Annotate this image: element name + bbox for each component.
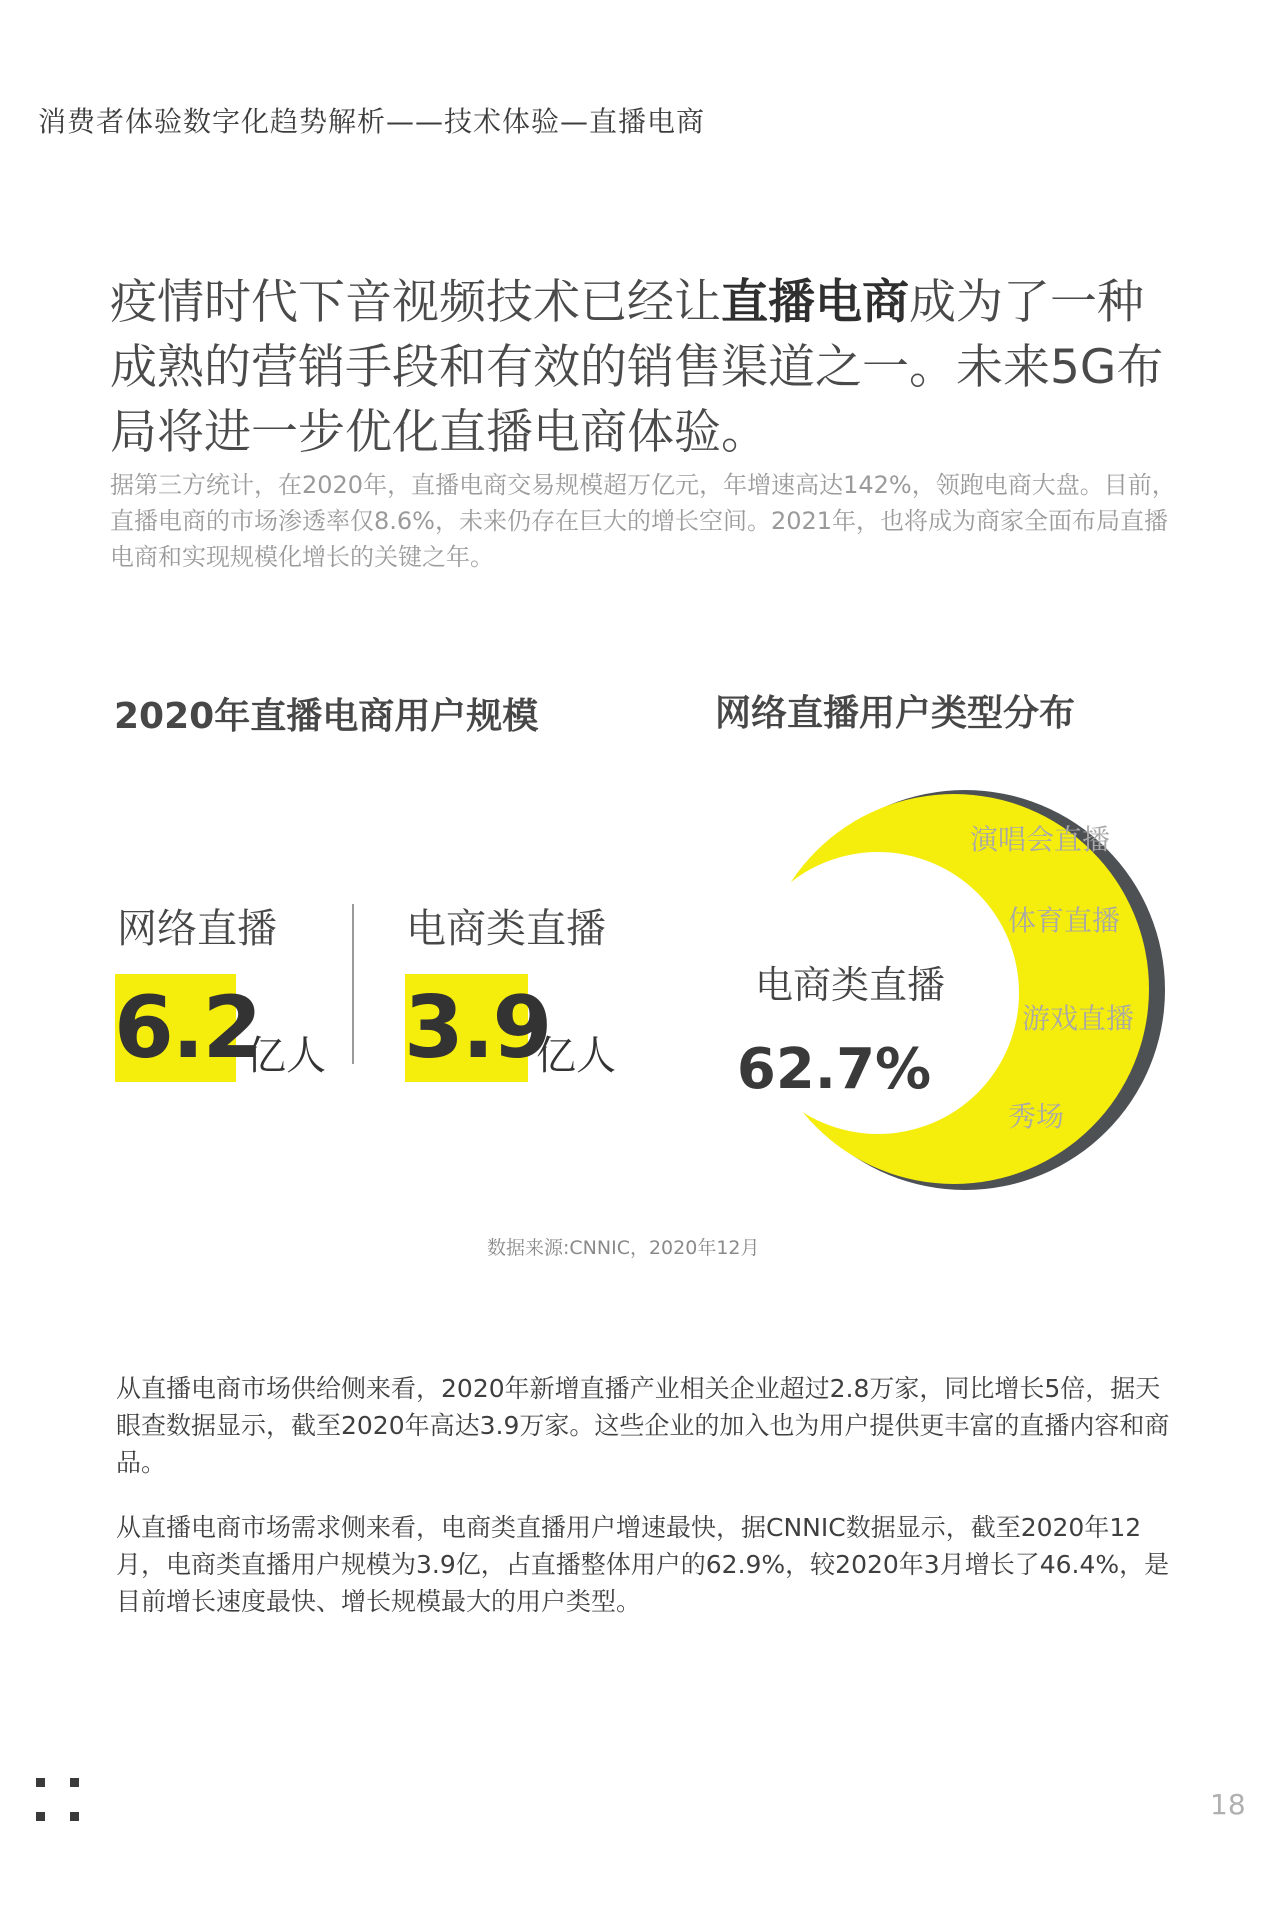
stat-label-network-live: 网络直播: [117, 906, 277, 952]
page-number: 18: [1210, 1788, 1246, 1821]
segment-label-showroom: 秀场: [1008, 1100, 1065, 1133]
headline-post: 成为了一种成熟的营销手段和有效的销售渠道之一。未来5G布局将进一步优化直播电商体验。: [110, 275, 1164, 460]
stat-value-network-live: 6.2: [114, 978, 261, 1078]
center-label: 电商类直播: [754, 963, 946, 1007]
user-types-title: 网络直播用户类型分布: [715, 693, 1076, 734]
intro-paragraph: 据第三方统计，在2020年，直播电商交易规模超万亿元，年增速高达142%，领跑电商大盘。目前，直播电商的市场渗透率仅8.6%，未来仍存在巨大的增长空间。2021年，也将成为商家全面布局直播电商和实现规模化增长的关键之年。: [110, 471, 1176, 571]
segment-label-sports: 体育直播: [1008, 904, 1121, 937]
headline-pre: 疫情时代下音视频技术已经让: [110, 275, 721, 330]
data-source-note: 数据来源:CNNIC，2020年12月: [487, 1237, 760, 1259]
stat-unit: 亿人: [246, 1033, 326, 1079]
segment-label-concert: 演唱会直播: [970, 823, 1111, 856]
headline: [110, 270, 1190, 465]
corner-dots-icon: [36, 1778, 82, 1824]
stat-unit: 亿人: [536, 1033, 616, 1079]
headline-bold: 直播电商: [721, 275, 909, 330]
center-value: 62.7%: [736, 1037, 932, 1102]
running-header: 消费者体验数字化趋势解析——技术体验—直播电商: [38, 105, 706, 138]
stat-divider: [352, 904, 354, 1064]
user-type-crescent-chart: [690, 768, 1190, 1228]
stat-label-ecommerce-live: 电商类直播: [406, 906, 606, 952]
demand-side-paragraph: 从直播电商市场需求侧来看，电商类直播用户增速最快，据CNNIC数据显示，截至2020年12月，电商类直播用户规模为3.9亿，占直播整体用户的62.9%，较2020年3月增长了46.4%，是目前增长速度最快、增长规模最大的用户类型。: [116, 1513, 1170, 1616]
stat-value-ecommerce-live: 3.9: [404, 978, 551, 1078]
segment-label-gaming: 游戏直播: [1022, 1002, 1135, 1035]
supply-side-paragraph: 从直播电商市场供给侧来看，2020年新增直播产业相关企业超过2.8万家，同比增长5倍，据天眼查数据显示，截至2020年高达3.9万家。这些企业的加入也为用户提供更丰富的直播内容和商品。: [116, 1374, 1170, 1477]
user-scale-title: 2020年直播电商用户规模: [114, 696, 539, 737]
